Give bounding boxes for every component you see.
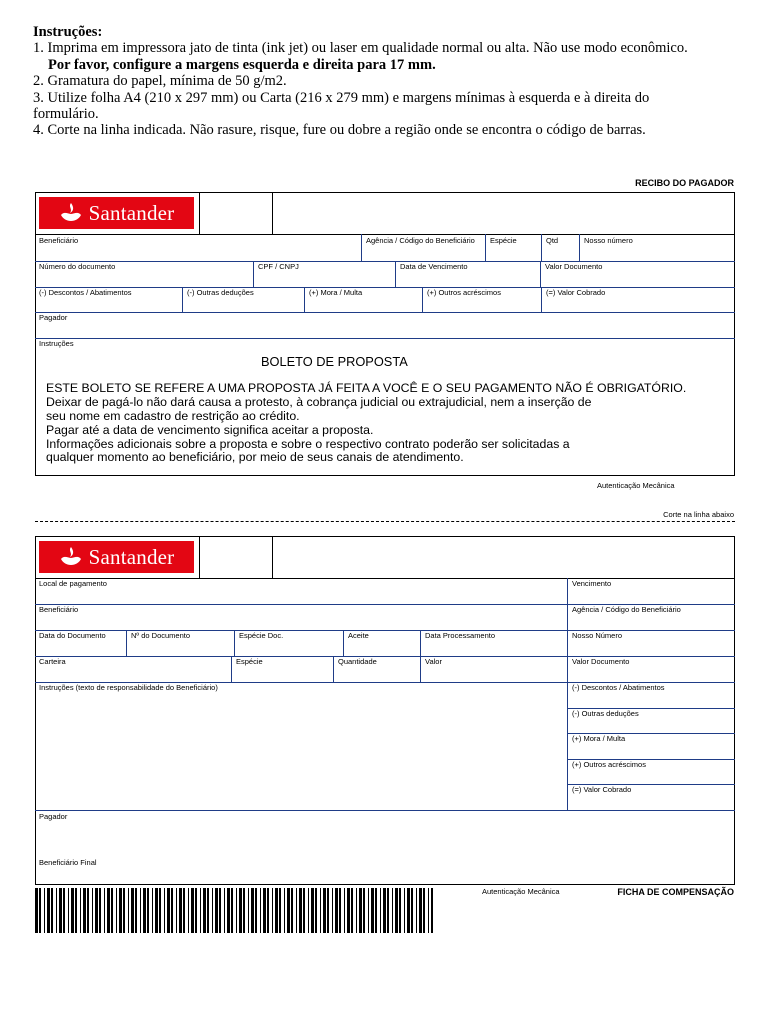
receipt-payer-label: Pagador — [39, 313, 68, 322]
barcode-bar — [339, 888, 341, 933]
barcode-bar — [363, 888, 365, 933]
barcode-bar — [68, 888, 69, 933]
barcode-bar — [155, 888, 158, 933]
barcode-bar — [39, 888, 41, 933]
cut-line — [35, 521, 735, 522]
barcode-bar — [135, 888, 137, 933]
receipt-qty-label: Qtd — [546, 236, 559, 245]
barcode-bar — [104, 888, 105, 933]
barcode-bar — [315, 888, 317, 933]
receipt-other-additions-label: (+) Outros acréscimos — [427, 288, 501, 297]
barcode-bar — [212, 888, 213, 933]
barcode-bar — [167, 888, 170, 933]
slip-other-additions-label: (+) Outros acréscimos — [572, 760, 646, 769]
barcode-bar — [44, 888, 45, 933]
barcode-bar — [236, 888, 237, 933]
slip-auth-label: Autenticação Mecânica — [482, 887, 560, 896]
slip-wallet-label: Carteira — [39, 657, 66, 666]
barcode-bar — [207, 888, 209, 933]
barcode-bar — [299, 888, 302, 933]
receipt-cpf-label: CPF / CNPJ — [258, 262, 299, 271]
barcode-bar — [179, 888, 182, 933]
slip-accept-label: Aceite — [348, 631, 369, 640]
instruction-1: 1. Imprima em impressora jato de tinta (ink jet) ou laser em qualidade normal ou alta. Não use modo econômico. — [33, 40, 688, 57]
barcode-bar — [152, 888, 153, 933]
barcode-bar — [123, 888, 125, 933]
barcode-bar — [267, 888, 269, 933]
barcode-bar — [395, 888, 398, 933]
barcode-bar — [131, 888, 134, 933]
receipt-species-label: Espécie — [490, 236, 517, 245]
slip-value-label: Valor — [425, 657, 442, 666]
barcode-bar — [128, 888, 129, 933]
barcode-bar — [35, 888, 38, 933]
barcode-bar — [107, 888, 110, 933]
barcode-bar — [95, 888, 98, 933]
cut-label: Corte na linha abaixo — [663, 510, 734, 519]
slip-instructions-label: Instruções (texto de responsabilidade do Beneficiário) — [39, 683, 218, 692]
barcode-bar — [375, 888, 377, 933]
barcode-bar — [356, 888, 357, 933]
proposal-title: BOLETO DE PROPOSTA — [261, 354, 408, 369]
barcode-bar — [191, 888, 194, 933]
receipt-doc-number-label: Número do documento — [39, 262, 116, 271]
barcode-bar — [359, 888, 362, 933]
barcode-bar — [380, 888, 381, 933]
barcode-bar — [56, 888, 57, 933]
proposal-line-5: Informações adicionais sobre a proposta e sobre o respectivo contrato poderão ser solicitadas a — [46, 437, 570, 451]
proposal-line-3: seu nome em cadastro de restrição ao crédito. — [46, 409, 300, 423]
slip-doc-species-label: Espécie Doc. — [239, 631, 284, 640]
santander-logo-text: Santander — [88, 200, 175, 225]
slip-our-number-label: Nosso Número — [572, 631, 623, 640]
barcode-bar — [416, 888, 417, 933]
slip-processing-date-label: Data Processamento — [425, 631, 496, 640]
barcode-bar — [80, 888, 81, 933]
barcode-bar — [371, 888, 374, 933]
barcode-bar — [83, 888, 86, 933]
santander-flame-icon — [59, 202, 83, 224]
barcode-bar — [203, 888, 206, 933]
barcode-bar — [404, 888, 405, 933]
barcode-bar — [215, 888, 218, 933]
barcode-bar — [188, 888, 189, 933]
barcode-bar — [164, 888, 165, 933]
barcode-bar — [284, 888, 285, 933]
barcode-bar — [308, 888, 309, 933]
slip-charged-value-label: (=) Valor Cobrado — [572, 785, 632, 794]
barcode-bar — [59, 888, 62, 933]
slip-due-label: Vencimento — [572, 579, 612, 588]
barcode-bar — [119, 888, 122, 933]
santander-flame-icon — [59, 546, 83, 568]
proposal-line-2: Deixar de pagá-lo não dará causa a protesto, à cobrança judicial ou extrajudicial, nem a inserção de — [46, 395, 592, 409]
slip-agency-label: Agência / Código do Beneficiário — [572, 605, 681, 614]
proposal-line-1: ESTE BOLETO SE REFERE A UMA PROPOSTA JÁ FEITA A VOCÊ E O SEU PAGAMENTO NÃO É OBRIGATÓRIO. — [46, 381, 687, 395]
santander-logo — [39, 197, 194, 229]
barcode-bar — [75, 888, 77, 933]
barcode-bar — [279, 888, 281, 933]
instruction-2: 2. Gramatura do papel, mínima de 50 g/m2. — [33, 73, 287, 90]
proposal-line-4: Pagar até a data de vencimento significa aceitar a proposta. — [46, 423, 374, 437]
barcode-bar — [116, 888, 117, 933]
barcode-bar — [320, 888, 321, 933]
barcode-bar — [327, 888, 329, 933]
barcode-bar — [383, 888, 386, 933]
barcode-bar — [387, 888, 389, 933]
slip-other-deductions-label: (-) Outras deduções — [572, 709, 639, 718]
instructions-title: Instruções: — [33, 24, 103, 40]
barcode-bar — [195, 888, 197, 933]
instructions-block — [33, 24, 753, 139]
instruction-margins: Por favor, configure a margens esquerda e direita para 17 mm. — [48, 56, 436, 73]
barcode-bar — [351, 888, 353, 933]
barcode-bar — [303, 888, 305, 933]
barcode-bar — [200, 888, 201, 933]
barcode — [35, 888, 433, 933]
barcode-bar — [87, 888, 89, 933]
receipt-agency-label: Agência / Código do Beneficiário — [366, 236, 475, 245]
barcode-bar — [51, 888, 53, 933]
barcode-bar — [411, 888, 413, 933]
barcode-bar — [275, 888, 278, 933]
barcode-bar — [368, 888, 369, 933]
slip-footer-title: FICHA DE COMPENSAÇÃO — [617, 887, 734, 897]
receipt-header: RECIBO DO PAGADOR — [635, 178, 734, 188]
receipt-auth-label: Autenticação Mecânica — [597, 481, 675, 490]
barcode-bar — [431, 888, 433, 933]
barcode-bar — [231, 888, 233, 933]
santander-logo-text-slip: Santander — [88, 544, 175, 569]
receipt-our-number-label: Nosso número — [584, 236, 633, 245]
barcode-bar — [227, 888, 230, 933]
slip-discounts-label: (-) Descontos / Abatimentos — [572, 683, 665, 692]
barcode-bar — [291, 888, 293, 933]
instruction-3: 3. Utilize folha A4 (210 x 297 mm) ou Carta (216 x 279 mm) e margens mínimas à esquerda e à direita do — [33, 89, 650, 106]
slip-doc-number-label: Nº do Documento — [131, 631, 191, 640]
barcode-bar — [176, 888, 177, 933]
barcode-bar — [407, 888, 410, 933]
barcode-bar — [344, 888, 345, 933]
slip-doc-date-label: Data do Documento — [39, 631, 106, 640]
slip-late-fee-label: (+) Mora / Multa — [572, 734, 626, 743]
barcode-bar — [399, 888, 401, 933]
receipt-beneficiary-label: Beneficiário — [39, 236, 79, 245]
receipt-charged-value-label: (=) Valor Cobrado — [546, 288, 606, 297]
barcode-bar — [296, 888, 297, 933]
barcode-bar — [323, 888, 326, 933]
barcode-bar — [147, 888, 149, 933]
barcode-bar — [332, 888, 333, 933]
barcode-bar — [260, 888, 261, 933]
barcode-bar — [140, 888, 141, 933]
barcode-bar — [183, 888, 185, 933]
barcode-bar — [71, 888, 74, 933]
barcode-bar — [171, 888, 173, 933]
barcode-bar — [335, 888, 338, 933]
barcode-bar — [111, 888, 113, 933]
barcode-bar — [224, 888, 225, 933]
barcode-bar — [239, 888, 242, 933]
barcode-bar — [428, 888, 429, 933]
receipt-instructions-label: Instruções — [39, 339, 74, 348]
slip-doc-value-label: Valor Documento — [572, 657, 630, 666]
slip-payer-label: Pagador — [39, 812, 68, 821]
barcode-bar — [423, 888, 425, 933]
barcode-bar — [263, 888, 266, 933]
barcode-bar — [419, 888, 422, 933]
instruction-3-cont: formulário. — [33, 106, 99, 123]
barcode-bar — [63, 888, 65, 933]
instruction-4: 4. Corte na linha indicada. Não rasure, risque, fure ou dobre a região onde se encontra o código de barras. — [33, 122, 646, 139]
receipt-due-date-label: Data de Vencimento — [400, 262, 468, 271]
slip-species-label: Espécie — [236, 657, 263, 666]
barcode-bar — [143, 888, 146, 933]
barcode-bar — [159, 888, 161, 933]
barcode-bar — [47, 888, 50, 933]
slip-quantity-label: Quantidade — [338, 657, 377, 666]
santander-logo-slip — [39, 541, 194, 573]
barcode-bar — [287, 888, 290, 933]
barcode-bar — [248, 888, 249, 933]
barcode-bar — [255, 888, 257, 933]
proposal-line-6: qualquer momento ao beneficiário, por meio de seus canais de atendimento. — [46, 450, 464, 464]
barcode-bar — [251, 888, 254, 933]
barcode-bar — [99, 888, 101, 933]
slip-beneficiary-label: Beneficiário — [39, 605, 79, 614]
slip-final-beneficiary-label: Beneficiário Final — [39, 858, 97, 867]
receipt-doc-value-label: Valor Documento — [545, 262, 603, 271]
barcode-bar — [347, 888, 350, 933]
slip-payment-place-label: Local de pagamento — [39, 579, 107, 588]
barcode-bar — [392, 888, 393, 933]
barcode-bar — [311, 888, 314, 933]
barcode-bar — [92, 888, 93, 933]
barcode-bar — [272, 888, 273, 933]
receipt-other-deductions-label: (-) Outras deduções — [187, 288, 254, 297]
barcode-bar — [243, 888, 245, 933]
barcode-bar — [219, 888, 221, 933]
receipt-late-fee-label: (+) Mora / Multa — [309, 288, 363, 297]
receipt-discounts-label: (-) Descontos / Abatimentos — [39, 288, 132, 297]
